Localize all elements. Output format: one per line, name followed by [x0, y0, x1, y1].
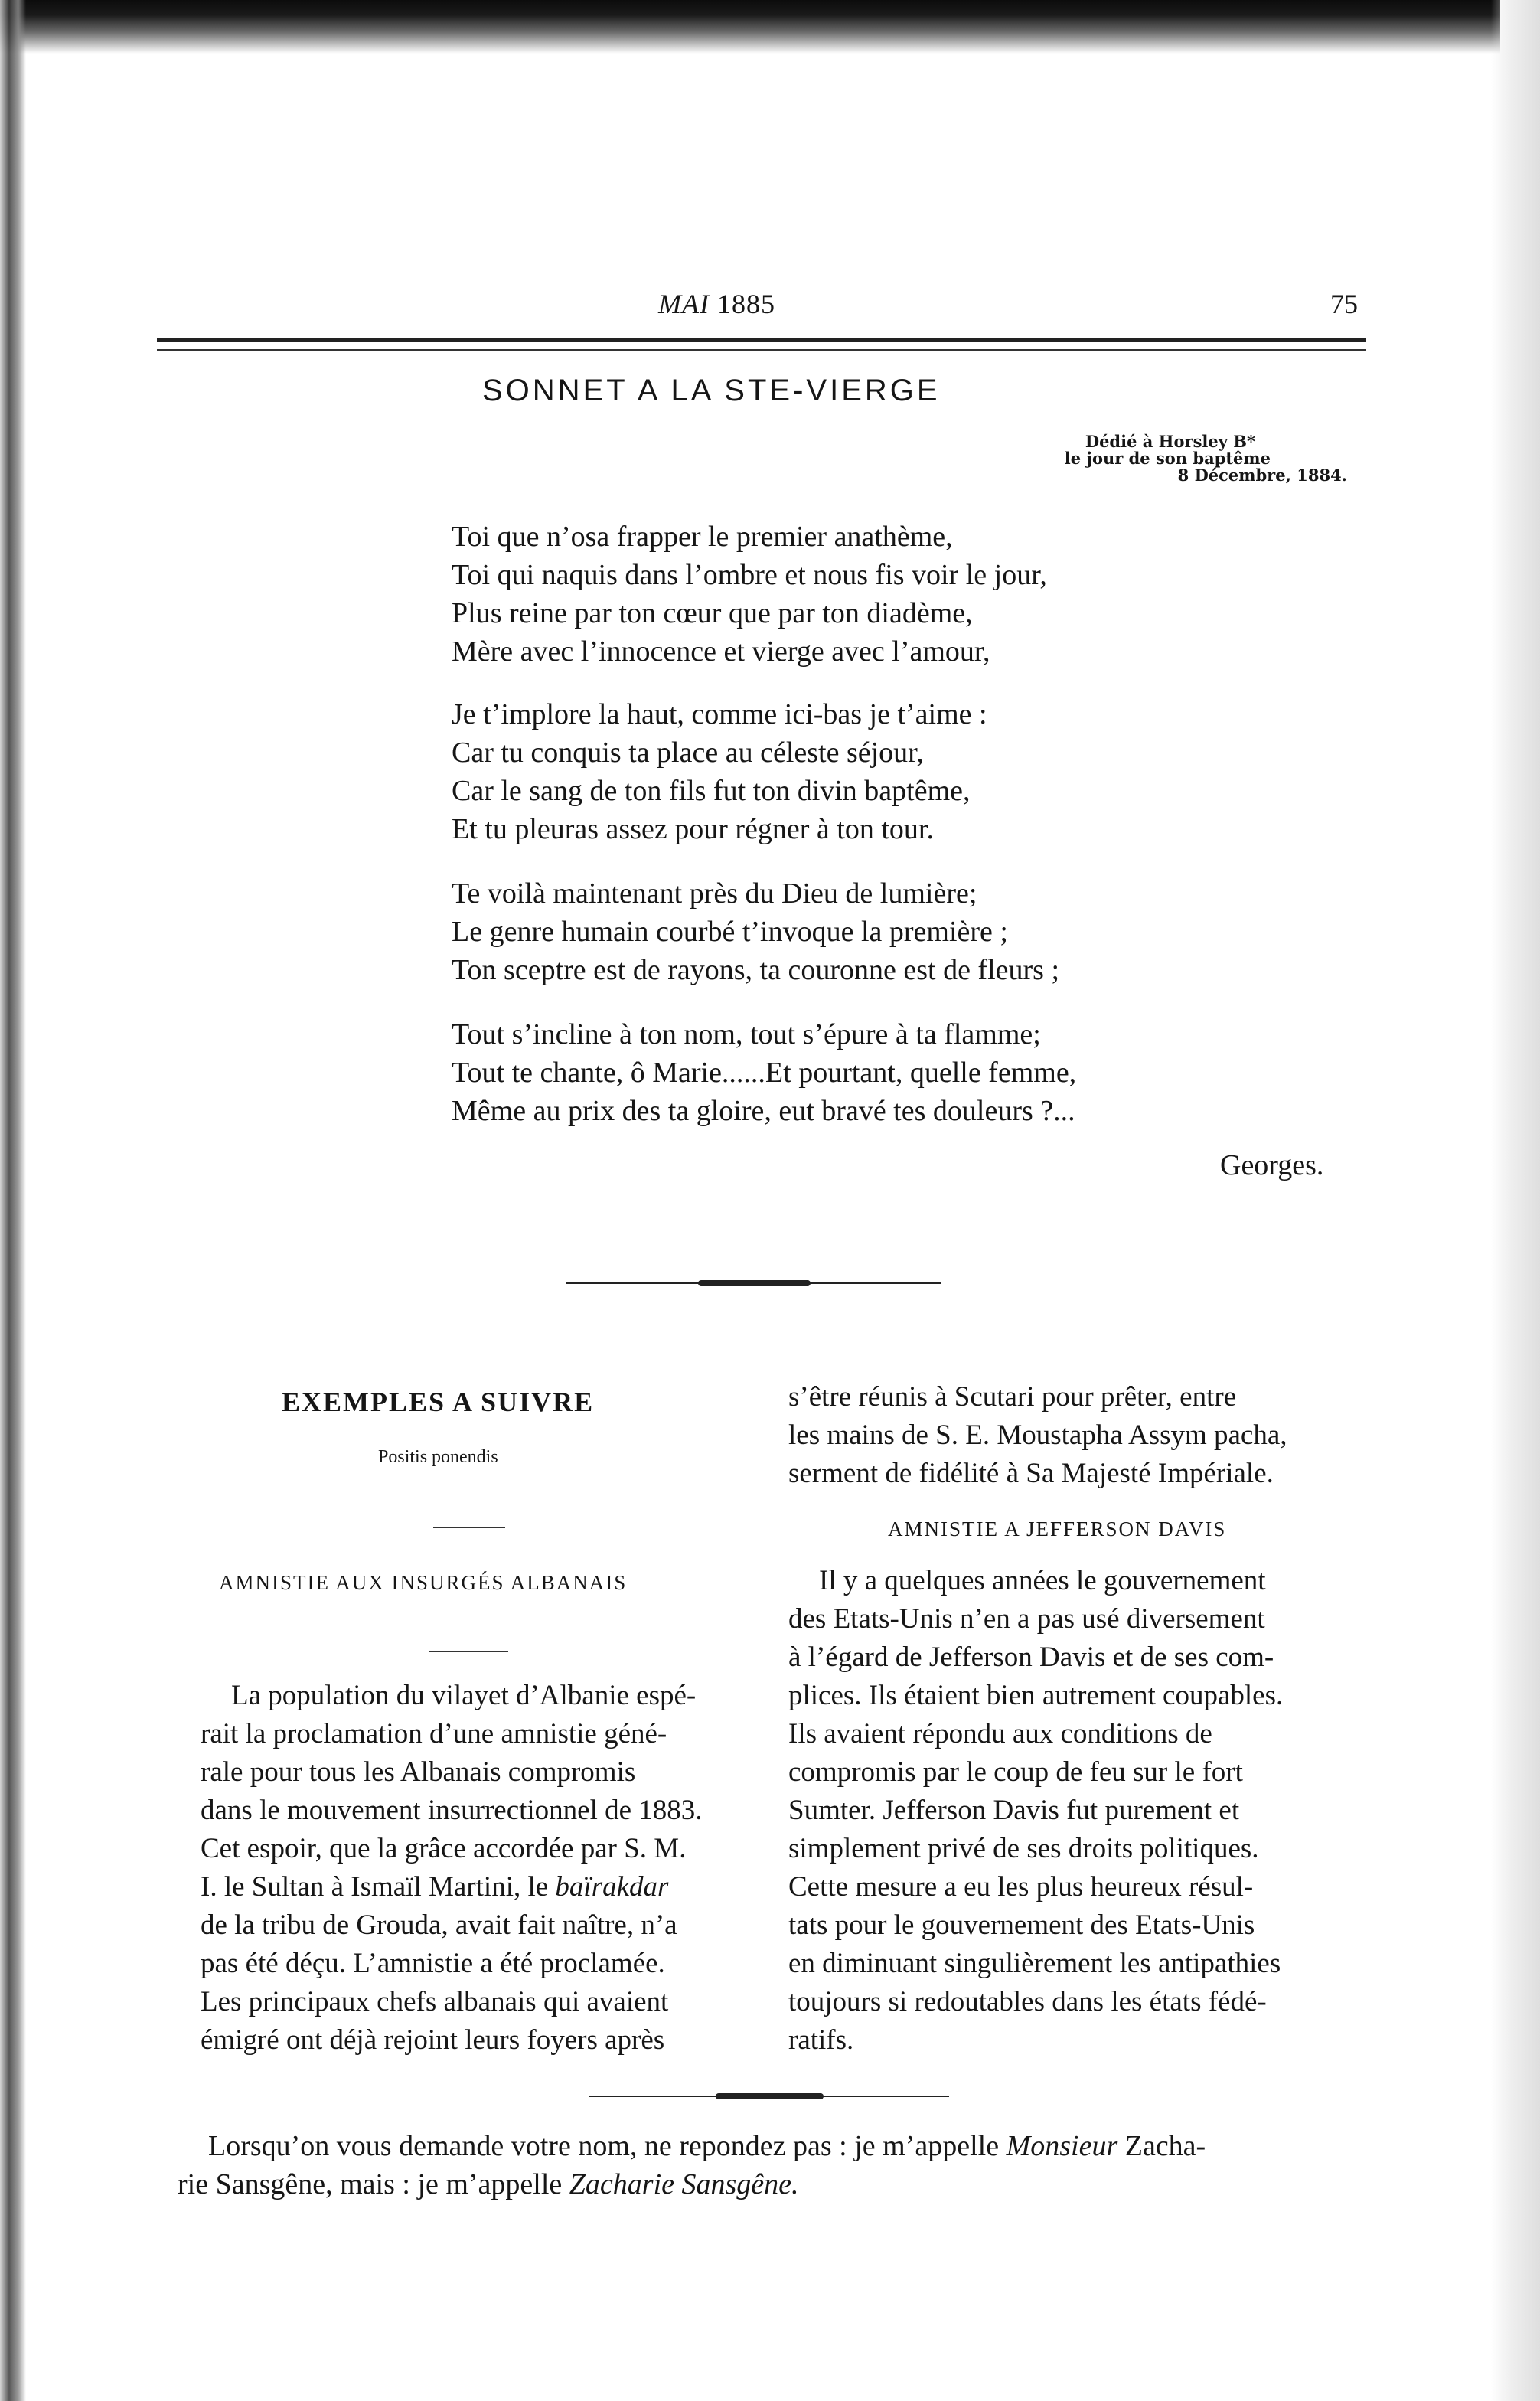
scan-right-edge	[1491, 0, 1540, 2401]
dedication-line: 8 Décembre, 1884.	[1177, 466, 1347, 485]
header-rule-thick	[157, 338, 1366, 342]
closing-paragraph	[178, 2127, 1206, 2203]
running-title	[658, 288, 775, 320]
text-line: Lorsqu’on vous demande votre nom, ne repondez pas : je m’appelle Monsieur Zacha-	[208, 2130, 1206, 2162]
sonnet-stanza-4	[452, 1015, 1076, 1130]
text-line: les mains de S. E. Moustapha Assym pacha,	[788, 1419, 1287, 1451]
text-line: pas été déçu. L’amnistie a été proclamée.	[201, 1948, 665, 1979]
verse-line: Plus reine par ton cœur que par ton diadème,	[452, 597, 973, 629]
text-line: s’être réunis à Scutari pour prêter, entre	[788, 1381, 1237, 1413]
article-body-albanais	[201, 1677, 703, 2060]
verse-line: Te voilà maintenant près du Dieu de lumière;	[452, 877, 977, 910]
section-title: EXEMPLES A SUIVRE	[282, 1387, 595, 1417]
dedication-line: le jour de son baptême	[1064, 449, 1271, 468]
ornament-center	[698, 1280, 811, 1286]
text-line: Ils avaient répondu aux conditions de	[788, 1718, 1212, 1749]
sonnet-dedication	[949, 433, 1347, 484]
article-body-davis	[788, 1562, 1283, 2060]
text-line: I. le Sultan à Ismaïl Martini, le baïrakdar	[201, 1871, 669, 1903]
text-line: Il y a quelques années le gouvernement	[819, 1565, 1266, 1596]
sonnet-stanza-3	[452, 874, 1059, 989]
verse-line: Toi que n’osa frapper le premier anathème,	[452, 521, 953, 553]
sonnet-signature: Georges.	[1220, 1149, 1324, 1181]
ornament-divider	[566, 1277, 941, 1289]
text-line: Les principaux chefs albanais qui avaient	[201, 1986, 669, 2017]
verse-line: Toi qui naquis dans l’ombre et nous fis voir le jour,	[452, 559, 1047, 591]
text-line: émigré ont déjà rejoint leurs foyers après	[201, 2024, 665, 2056]
header-rule-thin	[157, 349, 1366, 351]
verse-line: Mère avec l’innocence et vierge avec l’amour,	[452, 635, 990, 668]
text-line: des Etats-Unis n’en a pas usé diversement	[788, 1603, 1265, 1635]
text-line: à l’égard de Jefferson Davis et de ses com-	[788, 1642, 1274, 1673]
verse-line: Car tu conquis ta place au céleste séjour,	[452, 737, 924, 769]
article-heading-davis: AMNISTIE A JEFFERSON DAVIS	[888, 1517, 1227, 1540]
text-line: de la tribu de Grouda, avait fait naître, n’a	[201, 1909, 677, 1941]
text-line: tats pour le gouvernement des Etats-Unis	[788, 1909, 1255, 1941]
text-line: rie Sansgêne, mais : je m’appelle Zacharie Sansgêne.	[178, 2168, 799, 2200]
article-heading-albanais: AMNISTIE AUX INSURGÉS ALBANAIS	[219, 1571, 628, 1594]
article-body-albanais-continued	[788, 1378, 1287, 1493]
text-line: Cet espoir, que la grâce accordée par S. M.	[201, 1833, 687, 1864]
running-head	[0, 283, 1540, 329]
text-line: en diminuant singulièrement les antipathies	[788, 1948, 1281, 1979]
ornament-center	[716, 2093, 824, 2099]
verse-line: Car le sang de ton fils fut ton divin baptême,	[452, 775, 971, 807]
text-line: serment de fidélité à Sa Majesté Impériale.	[788, 1458, 1274, 1489]
sonnet-title: SONNET A LA STE-VIERGE	[482, 374, 941, 407]
scan-left-edge	[0, 0, 26, 2401]
section-subtitle: Positis ponendis	[378, 1447, 498, 1467]
text-line: simplement privé de ses droits politiques.	[788, 1833, 1259, 1864]
verse-line: Le genre humain courbé t’invoque la première ;	[452, 916, 1008, 948]
page-number: 75	[1330, 289, 1358, 319]
text-line: La population du vilayet d’Albanie espé-	[231, 1680, 697, 1711]
ornament-divider	[589, 2090, 949, 2102]
sonnet-stanza-1	[452, 518, 1047, 671]
verse-line: Je t’implore la haut, comme ici-bas je t’aime :	[452, 698, 987, 730]
verse-line: Et tu pleuras assez pour régner à ton tour.	[452, 813, 934, 845]
running-month: MAI	[658, 289, 710, 319]
running-year: 1885	[716, 289, 775, 319]
verse-line: Tout te chante, ô Marie......Et pourtant, quelle femme,	[452, 1057, 1077, 1089]
text-line: ratifs.	[788, 2024, 854, 2056]
verse-line: Ton sceptre est de rayons, ta couronne est de fleurs ;	[452, 954, 1060, 986]
text-line: Sumter. Jefferson Davis fut purement et	[788, 1795, 1240, 1826]
verse-line: Tout s’incline à ton nom, tout s’épure à ta flamme;	[452, 1018, 1041, 1050]
scan-top-shadow	[0, 0, 1500, 54]
short-rule	[433, 1527, 505, 1528]
dedication-line: Dédié à Horsley B*	[1085, 432, 1255, 451]
verse-line: Même au prix des ta gloire, eut bravé tes douleurs ?...	[452, 1095, 1075, 1127]
text-line: rait la proclamation d’une amnistie géné-	[201, 1718, 667, 1749]
short-rule	[429, 1651, 508, 1652]
italic-term: baïrakdar	[555, 1871, 669, 1903]
text-line: plices. Ils étaient bien autrement coupables.	[788, 1680, 1284, 1711]
text-line: Cette mesure a eu les plus heureux résul-	[788, 1871, 1254, 1903]
text-line: compromis par le coup de feu sur le fort	[788, 1756, 1243, 1788]
sonnet-stanza-2	[452, 695, 987, 848]
text-line: rale pour tous les Albanais compromis	[201, 1756, 636, 1788]
text-line: toujours si redoutables dans les états fédé-	[788, 1986, 1267, 2017]
text-line: dans le mouvement insurrectionnel de 1883.	[201, 1795, 703, 1826]
